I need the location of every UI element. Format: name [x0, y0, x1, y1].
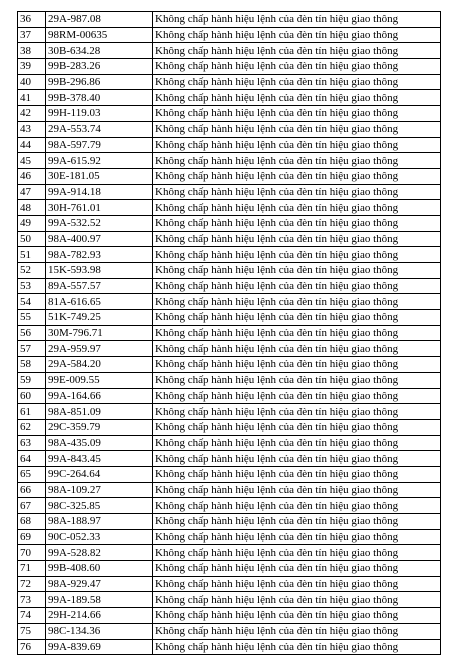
violation-description: Không chấp hành hiệu lệnh của đèn tín hiệu giao thông [153, 372, 441, 388]
violations-table-body [18, 12, 441, 655]
violation-description: Không chấp hành hiệu lệnh của đèn tín hiệu giao thông [153, 121, 441, 137]
violation-description: Không chấp hành hiệu lệnh của đèn tín hiệu giao thông [153, 215, 441, 231]
license-plate: 98A-782.93 [46, 247, 153, 263]
violation-description: Không chấp hành hiệu lệnh của đèn tín hiệu giao thông [153, 310, 441, 326]
row-number: 71 [18, 561, 46, 577]
table-row [18, 310, 441, 326]
violations-table [17, 11, 441, 655]
row-number: 42 [18, 106, 46, 122]
violation-description: Không chấp hành hiệu lệnh của đèn tín hiệu giao thông [153, 466, 441, 482]
license-plate: 98RM-00635 [46, 27, 153, 43]
row-number: 44 [18, 137, 46, 153]
violation-description: Không chấp hành hiệu lệnh của đèn tín hiệu giao thông [153, 106, 441, 122]
table-row [18, 482, 441, 498]
table-row [18, 74, 441, 90]
row-number: 37 [18, 27, 46, 43]
row-number: 73 [18, 592, 46, 608]
license-plate: 90C-052.33 [46, 529, 153, 545]
table-row [18, 576, 441, 592]
license-plate: 98A-188.97 [46, 514, 153, 530]
license-plate: 98A-851.09 [46, 404, 153, 420]
violation-description: Không chấp hành hiệu lệnh của đèn tín hiệu giao thông [153, 419, 441, 435]
violation-description: Không chấp hành hiệu lệnh của đèn tín hiệu giao thông [153, 74, 441, 90]
license-plate: 99C-264.64 [46, 466, 153, 482]
table-row [18, 294, 441, 310]
row-number: 36 [18, 12, 46, 28]
row-number: 52 [18, 263, 46, 279]
table-row [18, 639, 441, 655]
table-row [18, 419, 441, 435]
table-row [18, 215, 441, 231]
row-number: 58 [18, 357, 46, 373]
row-number: 56 [18, 325, 46, 341]
table-row [18, 90, 441, 106]
violation-description: Không chấp hành hiệu lệnh của đèn tín hiệu giao thông [153, 529, 441, 545]
violation-description: Không chấp hành hiệu lệnh của đèn tín hiệu giao thông [153, 404, 441, 420]
row-number: 40 [18, 74, 46, 90]
violation-description: Không chấp hành hiệu lệnh của đèn tín hiệu giao thông [153, 357, 441, 373]
license-plate: 98A-400.97 [46, 231, 153, 247]
license-plate: 99A-843.45 [46, 451, 153, 467]
license-plate: 89A-557.57 [46, 278, 153, 294]
table-row [18, 435, 441, 451]
license-plate: 98A-435.09 [46, 435, 153, 451]
violation-description: Không chấp hành hiệu lệnh của đèn tín hiệu giao thông [153, 59, 441, 75]
table-row [18, 168, 441, 184]
table-row [18, 27, 441, 43]
table-row [18, 529, 441, 545]
row-number: 57 [18, 341, 46, 357]
row-number: 38 [18, 43, 46, 59]
table-row [18, 247, 441, 263]
table-row [18, 545, 441, 561]
row-number: 69 [18, 529, 46, 545]
license-plate: 99A-528.82 [46, 545, 153, 561]
license-plate: 30E-181.05 [46, 168, 153, 184]
license-plate: 99A-839.69 [46, 639, 153, 655]
license-plate: 99A-532.52 [46, 215, 153, 231]
table-row [18, 451, 441, 467]
violation-description: Không chấp hành hiệu lệnh của đèn tín hiệu giao thông [153, 639, 441, 655]
row-number: 53 [18, 278, 46, 294]
row-number: 47 [18, 184, 46, 200]
row-number: 59 [18, 372, 46, 388]
row-number: 68 [18, 514, 46, 530]
violation-description: Không chấp hành hiệu lệnh của đèn tín hiệu giao thông [153, 294, 441, 310]
row-number: 65 [18, 466, 46, 482]
violation-description: Không chấp hành hiệu lệnh của đèn tín hiệu giao thông [153, 200, 441, 216]
table-row [18, 325, 441, 341]
table-row [18, 59, 441, 75]
license-plate: 30M-796.71 [46, 325, 153, 341]
table-row [18, 12, 441, 28]
table-row [18, 278, 441, 294]
license-plate: 15K-593.98 [46, 263, 153, 279]
table-row [18, 623, 441, 639]
violation-description: Không chấp hành hiệu lệnh của đèn tín hiệu giao thông [153, 278, 441, 294]
table-row [18, 231, 441, 247]
license-plate: 99B-296.86 [46, 74, 153, 90]
row-number: 55 [18, 310, 46, 326]
row-number: 43 [18, 121, 46, 137]
violation-description: Không chấp hành hiệu lệnh của đèn tín hiệu giao thông [153, 514, 441, 530]
table-row [18, 106, 441, 122]
license-plate: 99B-283.26 [46, 59, 153, 75]
license-plate: 29H-214.66 [46, 608, 153, 624]
table-row [18, 43, 441, 59]
row-number: 46 [18, 168, 46, 184]
row-number: 75 [18, 623, 46, 639]
table-row [18, 263, 441, 279]
violation-description: Không chấp hành hiệu lệnh của đèn tín hiệu giao thông [153, 184, 441, 200]
table-row [18, 498, 441, 514]
violation-description: Không chấp hành hiệu lệnh của đèn tín hiệu giao thông [153, 263, 441, 279]
violation-description: Không chấp hành hiệu lệnh của đèn tín hiệu giao thông [153, 247, 441, 263]
license-plate: 99B-378.40 [46, 90, 153, 106]
license-plate: 99H-119.03 [46, 106, 153, 122]
table-row [18, 121, 441, 137]
license-plate: 29A-553.74 [46, 121, 153, 137]
license-plate: 99A-164.66 [46, 388, 153, 404]
table-row [18, 592, 441, 608]
table-row [18, 137, 441, 153]
violation-description: Không chấp hành hiệu lệnh của đèn tín hiệu giao thông [153, 153, 441, 169]
license-plate: 98A-929.47 [46, 576, 153, 592]
row-number: 48 [18, 200, 46, 216]
violation-description: Không chấp hành hiệu lệnh của đèn tín hiệu giao thông [153, 623, 441, 639]
table-row [18, 372, 441, 388]
violation-description: Không chấp hành hiệu lệnh của đèn tín hiệu giao thông [153, 545, 441, 561]
violation-description: Không chấp hành hiệu lệnh của đèn tín hiệu giao thông [153, 608, 441, 624]
table-row [18, 357, 441, 373]
row-number: 41 [18, 90, 46, 106]
violation-description: Không chấp hành hiệu lệnh của đèn tín hiệu giao thông [153, 325, 441, 341]
table-row [18, 404, 441, 420]
row-number: 63 [18, 435, 46, 451]
table-row [18, 153, 441, 169]
row-number: 70 [18, 545, 46, 561]
license-plate: 99A-189.58 [46, 592, 153, 608]
license-plate: 29C-359.79 [46, 419, 153, 435]
row-number: 60 [18, 388, 46, 404]
row-number: 54 [18, 294, 46, 310]
violation-description: Không chấp hành hiệu lệnh của đèn tín hiệu giao thông [153, 43, 441, 59]
license-plate: 29A-959.97 [46, 341, 153, 357]
row-number: 72 [18, 576, 46, 592]
table-row [18, 388, 441, 404]
violation-description: Không chấp hành hiệu lệnh của đèn tín hiệu giao thông [153, 435, 441, 451]
table-row [18, 341, 441, 357]
row-number: 45 [18, 153, 46, 169]
violation-description: Không chấp hành hiệu lệnh của đèn tín hiệu giao thông [153, 231, 441, 247]
row-number: 66 [18, 482, 46, 498]
row-number: 64 [18, 451, 46, 467]
violation-description: Không chấp hành hiệu lệnh của đèn tín hiệu giao thông [153, 576, 441, 592]
violation-description: Không chấp hành hiệu lệnh của đèn tín hiệu giao thông [153, 90, 441, 106]
license-plate: 99A-615.92 [46, 153, 153, 169]
row-number: 76 [18, 639, 46, 655]
row-number: 51 [18, 247, 46, 263]
license-plate: 98C-134.36 [46, 623, 153, 639]
row-number: 50 [18, 231, 46, 247]
violation-description: Không chấp hành hiệu lệnh của đèn tín hiệu giao thông [153, 498, 441, 514]
violation-description: Không chấp hành hiệu lệnh của đèn tín hiệu giao thông [153, 341, 441, 357]
row-number: 62 [18, 419, 46, 435]
license-plate: 30H-761.01 [46, 200, 153, 216]
license-plate: 30B-634.28 [46, 43, 153, 59]
table-row [18, 514, 441, 530]
license-plate: 99B-408.60 [46, 561, 153, 577]
violation-description: Không chấp hành hiệu lệnh của đèn tín hiệu giao thông [153, 451, 441, 467]
row-number: 39 [18, 59, 46, 75]
license-plate: 98C-325.85 [46, 498, 153, 514]
table-row [18, 200, 441, 216]
violation-description: Không chấp hành hiệu lệnh của đèn tín hiệu giao thông [153, 592, 441, 608]
license-plate: 51K-749.25 [46, 310, 153, 326]
row-number: 74 [18, 608, 46, 624]
violation-description: Không chấp hành hiệu lệnh của đèn tín hiệu giao thông [153, 168, 441, 184]
license-plate: 81A-616.65 [46, 294, 153, 310]
violation-description: Không chấp hành hiệu lệnh của đèn tín hiệu giao thông [153, 12, 441, 28]
violation-description: Không chấp hành hiệu lệnh của đèn tín hiệu giao thông [153, 388, 441, 404]
license-plate: 98A-109.27 [46, 482, 153, 498]
row-number: 49 [18, 215, 46, 231]
row-number: 67 [18, 498, 46, 514]
license-plate: 98A-597.79 [46, 137, 153, 153]
violation-description: Không chấp hành hiệu lệnh của đèn tín hiệu giao thông [153, 27, 441, 43]
violation-description: Không chấp hành hiệu lệnh của đèn tín hiệu giao thông [153, 482, 441, 498]
license-plate: 29A-584.20 [46, 357, 153, 373]
table-row [18, 608, 441, 624]
license-plate: 99A-914.18 [46, 184, 153, 200]
table-row [18, 184, 441, 200]
row-number: 61 [18, 404, 46, 420]
table-row [18, 466, 441, 482]
violation-description: Không chấp hành hiệu lệnh của đèn tín hiệu giao thông [153, 137, 441, 153]
license-plate: 99E-009.55 [46, 372, 153, 388]
table-row [18, 561, 441, 577]
license-plate: 29A-987.08 [46, 12, 153, 28]
violation-description: Không chấp hành hiệu lệnh của đèn tín hiệu giao thông [153, 561, 441, 577]
